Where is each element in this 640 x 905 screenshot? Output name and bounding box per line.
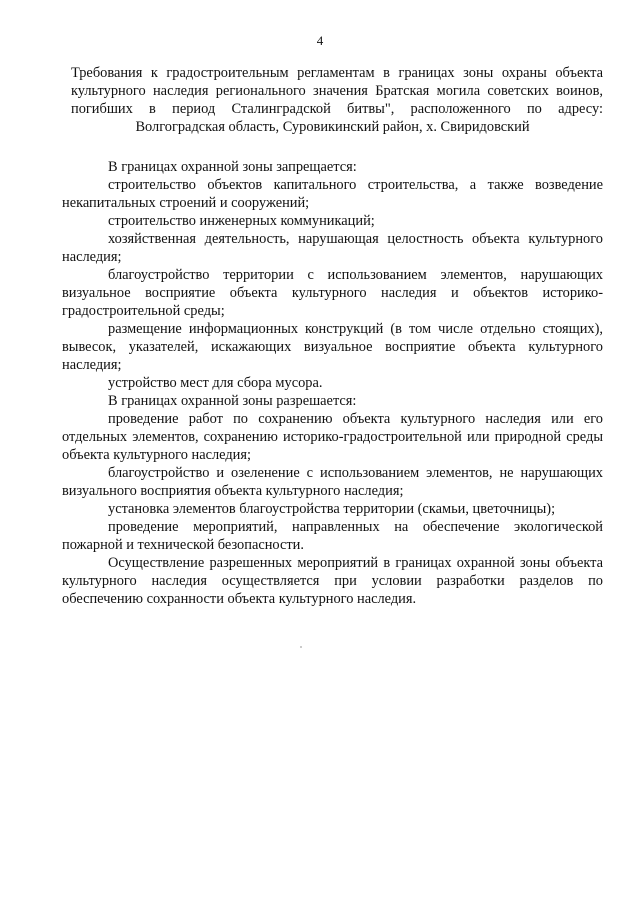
list-item: хозяйственная деятельность, нарушающая целостность объекта культурного наследия; <box>62 231 603 265</box>
list-item: строительство инженерных коммуникаций; <box>108 213 375 229</box>
title-line: Волгоградская область, Суровикинский район, х. Свиридовский <box>135 119 530 135</box>
spacer <box>62 136 603 158</box>
page-number: 4 <box>316 33 324 48</box>
document-title <box>62 64 603 136</box>
list-item: благоустройство и озеленение с использованием элементов, не нарушающих визуального восприятия объекта культурного наследия; <box>62 465 603 499</box>
list-item: установка элементов благоустройства территории (скамьи, цветочницы); <box>108 501 556 517</box>
section-heading-prohibited: В границах охранной зоны запрещается: <box>108 159 357 175</box>
scan-speck <box>300 646 302 648</box>
section-heading-allowed: В границах охранной зоны разрешается: <box>108 393 357 409</box>
requirements-text <box>62 158 603 608</box>
list-item: устройство мест для сбора мусора. <box>108 375 323 391</box>
closing-paragraph: Осуществление разрешенных мероприятий в границах охранной зоны объекта культурного наследия осуществляется при условии разработки разделов по обеспечению сохранности объекта культурного наследия. <box>62 555 603 607</box>
list-item: проведение работ по сохранению объекта культурного наследия или его отдельных элементов, сохранению историко-градостроительной или природной среды объекта культурного наследия; <box>62 411 603 463</box>
list-item: размещение информационных конструкций (в том числе отдельно стоящих), вывесок, указателей, искажающих визуальное восприятие объекта культурного наследия; <box>62 321 603 373</box>
list-item: строительство объектов капитального строительства, а также возведение некапитальных строений и сооружений; <box>62 177 603 211</box>
title-line: культурного наследия регионального значения Братская могила советских воинов, <box>71 83 603 99</box>
title-line: Требования к градостроительным регламентам в границах зоны охраны объекта <box>71 65 603 81</box>
document-body <box>62 64 603 608</box>
title-line: погибших в период Сталинградской битвы", расположенного по адресу: <box>71 101 603 117</box>
list-item: проведение мероприятий, направленных на обеспечение экологической пожарной и технической безопасности. <box>62 519 603 553</box>
list-item: благоустройство территории с использованием элементов, нарушающих визуальное восприятие объекта культурного наследия и объектов историко-градостроительной среды; <box>62 267 603 319</box>
